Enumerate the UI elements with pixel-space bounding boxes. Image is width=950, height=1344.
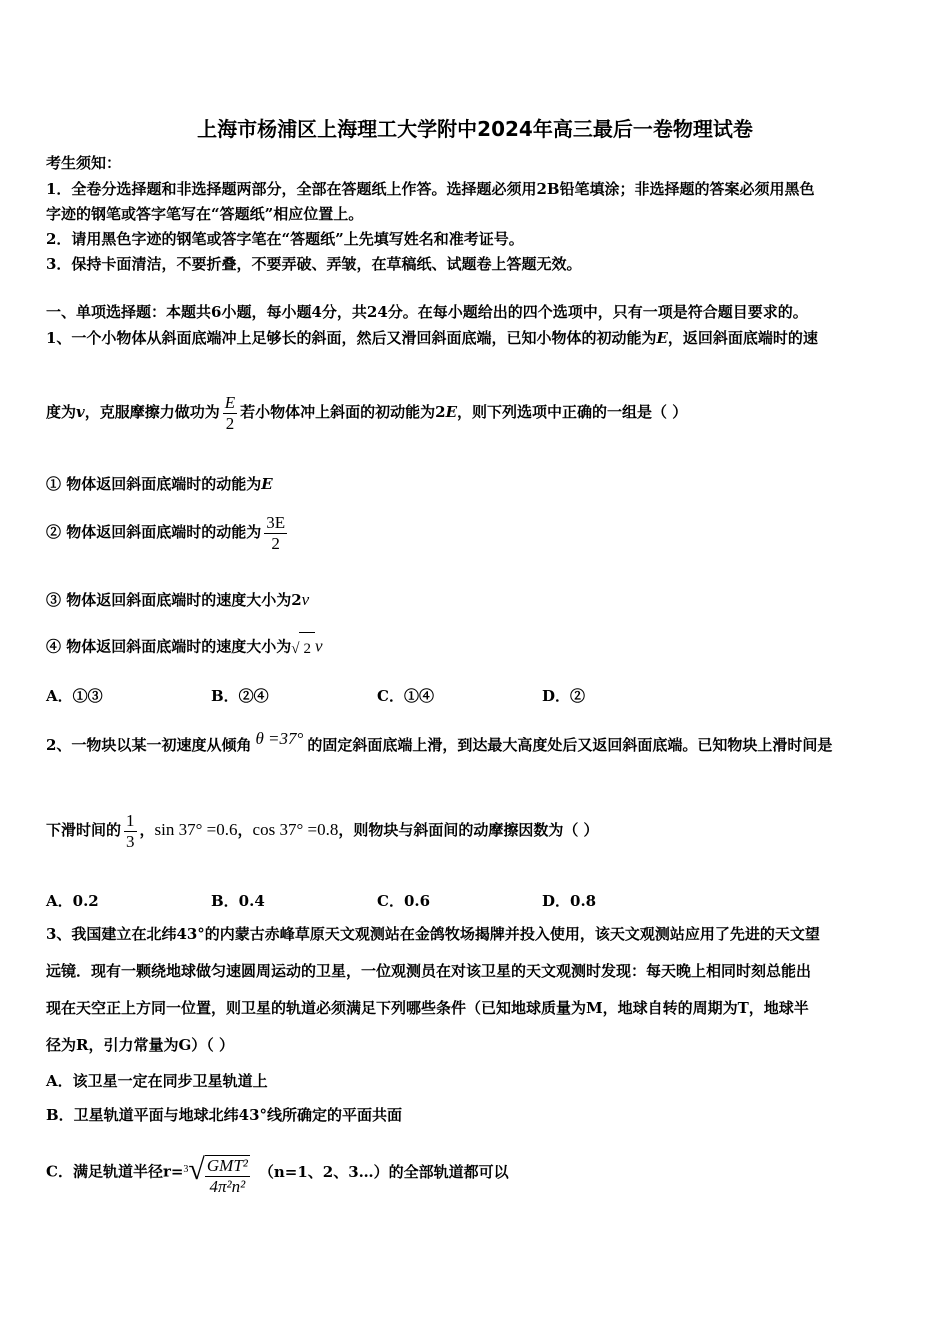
q1-s3-text: ③ 物体返回斜面底端时的速度大小为2 <box>46 591 302 609</box>
q1-statement-4 <box>46 632 323 663</box>
q3-option-a[interactable]: A．该卫星一定在同步卫星轨道上 <box>46 1072 268 1090</box>
q1-var-E: E <box>656 329 668 347</box>
q2-theta: θ =37° <box>255 729 304 748</box>
q2-text-c: 下滑时间的 <box>46 821 122 839</box>
q3-line-2: 远镜．现有一颗绕地球做匀速圆周运动的卫星，一位观测员在对该卫星的天文观测时发现：每天晚上相同时刻总能出 <box>46 962 812 980</box>
q3-line-3: 现在天空正上方同一位置，则卫星的轨道必须满足下列哪些条件（已知地球质量为M，地球自转的周期为T，地球半 <box>46 999 809 1017</box>
q2-cos: cos 37° =0.8 <box>252 820 339 839</box>
notice-line-1: 1．全卷分选择题和非选择题两部分，全部在答题纸上作答。选择题必须用2B铅笔填涂；非选择题的答案必须用黑色 <box>46 180 815 198</box>
q1-s4-text: ④ 物体返回斜面底端时的速度大小为 <box>46 637 292 656</box>
q2-line-1 <box>46 724 832 760</box>
page-title: 上海市杨浦区上海理工大学附中2024年高三最后一卷物理试卷 <box>197 117 753 141</box>
q1-s4-var: v <box>314 636 323 656</box>
q1-text-a: 1、一个小物体从斜面底端冲上足够长的斜面，然后又滑回斜面底端，已知小物体的初动能为 <box>46 329 657 347</box>
q3-line-1: 3、我国建立在北纬43°的内蒙古赤峰草原天文观测站在金鸽牧场揭牌并投入使用，该天文观测站应用了先进的天文望 <box>46 925 820 943</box>
q2-frac-den: 3 <box>126 831 135 851</box>
q1-fraction <box>223 393 237 434</box>
q3-opt-c-text-a: C．满足轨道半径r= <box>46 1162 184 1181</box>
q1-s3-var: v <box>301 590 310 609</box>
q2-option-b[interactable]: B．0.4 <box>211 892 265 910</box>
q2-option-c[interactable]: C．0.6 <box>377 892 431 910</box>
section-heading: 一、单项选择题：本题共6小题，每小题4分，共24分。在每小题给出的四个选项中，只有一项是符合题目要求的。 <box>46 303 808 321</box>
q3-option-c[interactable] <box>46 1140 509 1205</box>
q1-text-d: ，克服摩擦力做功为 <box>84 403 220 421</box>
q2-option-d[interactable]: D．0.8 <box>542 892 597 910</box>
sqrt-symbol: √ 2 <box>291 632 315 663</box>
q2-text-b: 的固定斜面底端上滑，到达最大高度处后又返回斜面底端。已知物块上滑时间是 <box>307 736 833 754</box>
q1-line-1 <box>46 328 818 348</box>
q2-text-d: ，则物块与斜面间的动摩擦因数为（ ） <box>338 821 599 839</box>
q1-var-E2: E <box>445 403 458 421</box>
q3-opt-c-fraction <box>205 1155 250 1197</box>
q2-sin: sin 37° =0.6 <box>154 820 238 839</box>
q1-s4-radicand: 2 <box>299 632 315 663</box>
q3-opt-c-den: 4π²n² <box>209 1176 246 1196</box>
q1-text-f: ，则下列选项中正确的一组是（ ） <box>457 403 688 421</box>
q1-s1-var: E <box>261 475 273 493</box>
q2-option-a[interactable]: A．0.2 <box>46 892 99 910</box>
q2-text-a: 2、一物块以某一初速度从倾角 <box>46 736 252 754</box>
q1-s2-fraction <box>264 513 287 554</box>
notice-line-1b: 字迹的钢笔或答字笔写在“答题纸”相应位置上。 <box>46 205 364 223</box>
q2-frac-num: 1 <box>126 810 135 830</box>
q2-fraction <box>124 811 137 852</box>
q1-option-a[interactable]: A．①③ <box>46 687 103 705</box>
q1-s2-den: 2 <box>271 533 280 553</box>
q3-option-b[interactable]: B．卫星轨道平面与地球北纬43°线所确定的平面共面 <box>46 1106 403 1124</box>
q1-s1-text: ① 物体返回斜面底端时的动能为 <box>46 475 262 493</box>
q1-option-d[interactable]: D．② <box>542 687 586 705</box>
q1-frac-num: E <box>224 392 236 412</box>
q1-s2-text: ② 物体返回斜面底端时的动能为 <box>46 523 262 541</box>
q1-text-c: 度为 <box>46 403 77 421</box>
q1-s2-num: 3E <box>266 512 286 532</box>
q1-option-b[interactable]: B．②④ <box>211 687 269 705</box>
q2-line-2: 下滑时间的 $\frac{1}{3}$ ，sin 37° =0.6，cos 37° =0.8，则物块与斜面间的动摩擦因数为（ ） <box>46 810 599 851</box>
q1-frac-den: 2 <box>225 413 235 433</box>
q3-line-4: 径为R，引力常量为G）（ ） <box>46 1036 234 1054</box>
q1-statement-2 <box>46 510 290 554</box>
q1-statement-3 <box>46 590 309 610</box>
q3-opt-c-num: GMT² <box>206 1155 248 1175</box>
notice-heading: 考生须知： <box>46 154 122 172</box>
q1-line-2 <box>46 390 687 434</box>
notice-line-2: 2．请用黑色字迹的钢笔或答字笔在“答题纸”上先填写姓名和准考证号。 <box>46 230 524 248</box>
cube-root-symbol: $^3$√ $\frac{\text{GMT²}}{\text{4π²n²}}$ <box>183 1153 248 1196</box>
q1-option-c[interactable]: C．①④ <box>377 687 434 705</box>
notice-line-3: 3．保持卡面清洁，不要折叠，不要弄破、弄皱，在草稿纸、试题卷上答题无效。 <box>46 255 582 273</box>
q1-text-b: ，返回斜面底端时的速 <box>667 329 818 347</box>
q3-opt-c-text-b: （n=1、2、3…）的全部轨道都可以 <box>258 1162 509 1181</box>
q1-text-e: 若小物体冲上斜面的初动能为2 <box>240 403 446 421</box>
q1-var-v: v <box>76 403 85 421</box>
q1-statement-1 <box>46 474 273 494</box>
